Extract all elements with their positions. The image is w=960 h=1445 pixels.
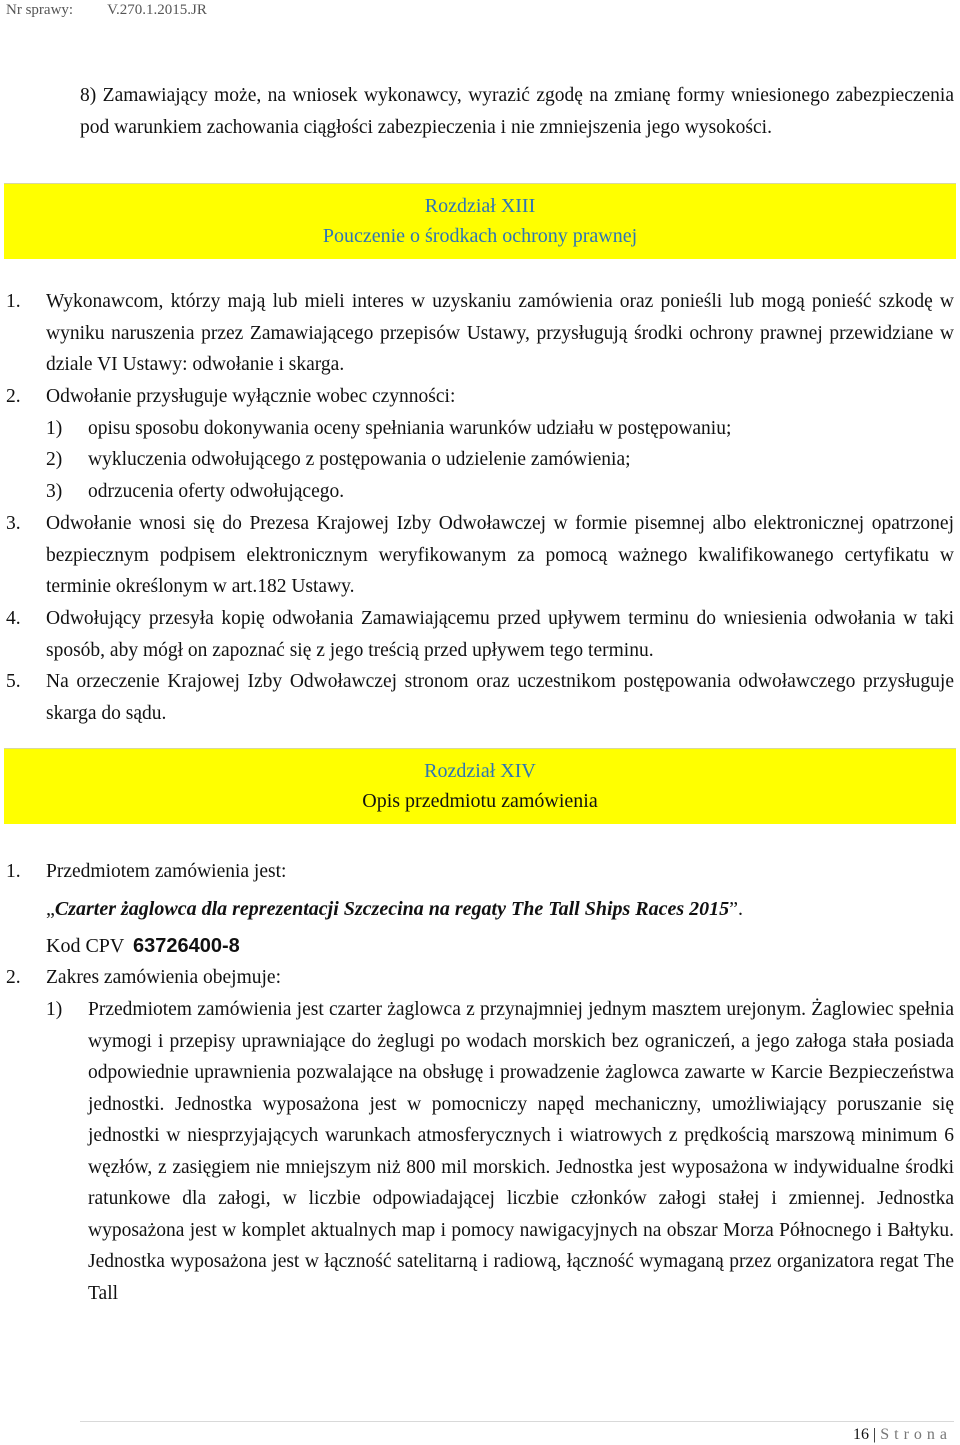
cpv-label: Kod CPV bbox=[46, 935, 124, 957]
chapter-14-title: Opis przedmiotu zamówienia bbox=[362, 790, 598, 812]
item-text: Odwołujący przesyła kopię odwołania Zamawiającemu przed upływem terminu do wniesienia odwołania w taki sposób, aby mógł on zapoznać się z jego treścią przed upływem tego terminu. bbox=[46, 608, 954, 661]
ch13-item-2 bbox=[6, 381, 954, 413]
case-number-label: Nr sprawy: bbox=[6, 2, 74, 18]
cpv-code-value: 63726400-8 bbox=[133, 935, 240, 957]
ch13-item-1 bbox=[6, 286, 954, 381]
cpv-code bbox=[46, 931, 240, 962]
case-number: V.270.1.2015.JR bbox=[107, 2, 207, 18]
ch13-subitem-2 bbox=[46, 444, 954, 476]
item-number: 2. bbox=[6, 967, 21, 988]
ch13-item-5 bbox=[6, 666, 954, 729]
footer-separator: | bbox=[873, 1426, 877, 1443]
subitem-text: wykluczenia odwołującego z postępowania o udzielenie zamówienia; bbox=[88, 449, 631, 470]
item-number: 4. bbox=[6, 608, 21, 629]
item-text: Na orzeczenie Krajowej Izby Odwoławczej stronom oraz uczestnikom postępowania odwoławczego przysługuje skarga do sądu. bbox=[46, 671, 954, 724]
subitem-number: 1) bbox=[46, 418, 63, 439]
page-number: 16 bbox=[853, 1426, 870, 1443]
scope-subitem-1 bbox=[46, 994, 954, 1309]
chapter-13-number: Rozdział XIII bbox=[424, 195, 536, 217]
subitem-text: odrzucenia oferty odwołującego. bbox=[88, 481, 345, 502]
subitem-number: 3) bbox=[46, 481, 63, 502]
item-text: Odwołanie przysługuje wyłącznie wobec czynności: bbox=[46, 386, 456, 407]
item-text: Odwołanie wnosi się do Prezesa Krajowej Izby Odwoławczej w formie pisemnej albo elektronicznej opatrzonej bezpiecznym podpisem elektronicznym weryfikowanym za pomocą ważnego kwalifikowanego certyfikatu w terminie określonym w art.182 Ustawy. bbox=[46, 513, 954, 597]
item-number: 2. bbox=[6, 386, 21, 407]
subitem-text: Przedmiotem zamówienia jest czarter żaglowca z przynajmniej jednym masztem urejonym. Żaglowiec spełnia wymogi i przepisy uprawniające do żeglugi po wodach morskich bez ograniczeń, a jego załoga stała posiada odpowiednie uprawnienia pozwalające na obsługę i prowadzenie żaglowca zawarte w Karcie Bezpieczeństwa jednostki. Jednostka wyposażona jest w pomocniczy napęd mechaniczny, umożliwiający poruszanie się jednostki w niesprzyjających warunkach atmosferycznych i wiatrowych z prędkością marszową minimum 6 węzłów, z zasięgiem nie mniejszym niż 800 mil morskich. Jednostka jest wyposażona w indywidualne środki ratunkowe dla załogi, w liczbie odpowiadającej liczbie członków załogi stałej i zmiennej. Jednostka wyposażona jest w komplet aktualnych map i pomocy nawigacyjnych na obszar Morza Północnego i Bałtyku. Jednostka wyposażona jest w łączność satelitarną i radiową, łączność wymaganą przez organizatora regat The Tall bbox=[88, 999, 954, 1304]
chapter-13-banner bbox=[4, 183, 956, 259]
close-quote: ”. bbox=[729, 898, 744, 920]
chapter-14-number: Rozdział XIV bbox=[424, 760, 536, 782]
intro-paragraph: 8) Zamawiający może, na wniosek wykonawcy, wyrazić zgodę na zmianę formy wniesionego zabezpieczenia pod warunkiem zachowania ciągłości zabezpieczenia i nie zmniejszenia jego wysokości. bbox=[80, 85, 954, 138]
page-footer bbox=[853, 1426, 952, 1444]
subject-title bbox=[46, 894, 743, 925]
item-text: Przedmiotem zamówienia jest: bbox=[46, 861, 287, 882]
subitem-text: opisu sposobu dokonywania oceny spełniania warunków udziału w postępowaniu; bbox=[88, 418, 732, 439]
subject-title-text: Czarter żaglowca dla reprezentacji Szczecina na regaty The Tall Ships Races 2015 bbox=[54, 898, 730, 920]
page-word: Strona bbox=[880, 1426, 952, 1443]
chapter-14-banner bbox=[4, 748, 956, 824]
item-number: 3. bbox=[6, 513, 21, 534]
page-header bbox=[6, 2, 241, 19]
ch13-item-4 bbox=[6, 603, 954, 666]
ch13-item-3 bbox=[6, 508, 954, 603]
open-quote: „ bbox=[46, 898, 55, 920]
chapter-13-title: Pouczenie o środkach ochrony prawnej bbox=[322, 225, 638, 247]
item-number: 1. bbox=[6, 291, 21, 312]
item-number: 5. bbox=[6, 671, 21, 692]
subitem-number: 1) bbox=[46, 999, 63, 1020]
ch13-subitem-3 bbox=[46, 476, 954, 508]
ch14-item-2 bbox=[6, 962, 954, 994]
subitem-number: 2) bbox=[46, 449, 63, 470]
item-number: 1. bbox=[6, 861, 21, 882]
footer-divider bbox=[80, 1421, 954, 1422]
item-text: Wykonawcom, którzy mają lub mieli interes w uzyskaniu zamówienia oraz ponieśli lub mogą ponieść szkodę w wyniku naruszenia przez Zamawiającego przepisów Ustawy, przysługują środki ochrony prawnej przewidziane w dziale VI Ustawy: odwołanie i skarga. bbox=[46, 291, 954, 375]
item-text: Zakres zamówienia obejmuje: bbox=[46, 967, 281, 988]
ch14-item-1 bbox=[6, 856, 954, 888]
ch13-subitem-1 bbox=[46, 413, 954, 445]
